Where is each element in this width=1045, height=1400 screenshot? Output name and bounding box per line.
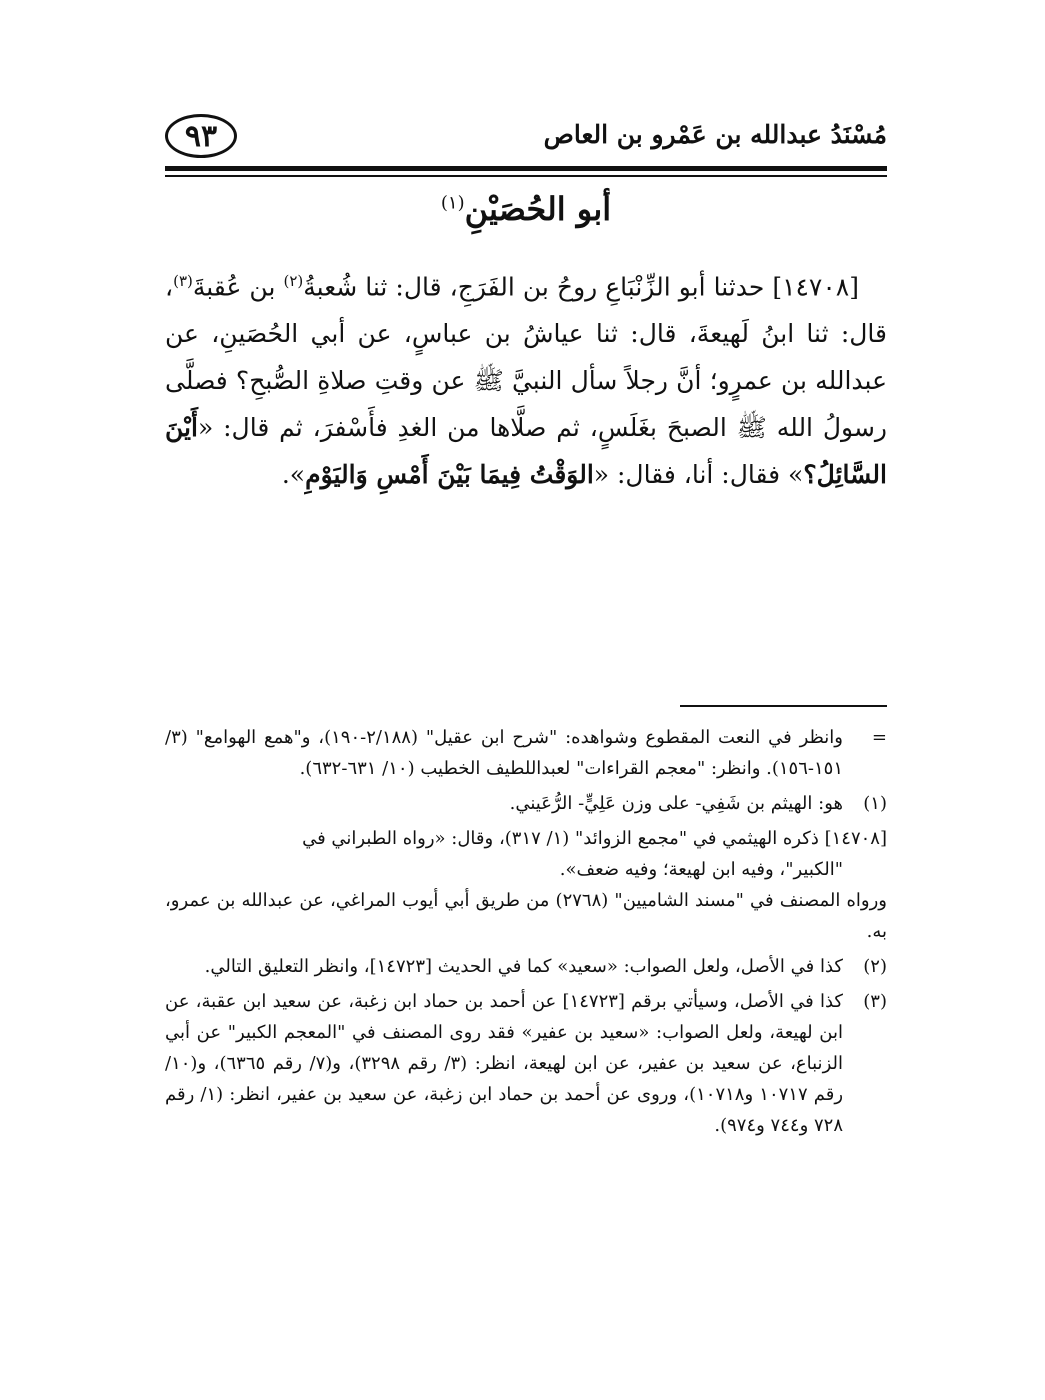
hadith-bold-2: الوَقْتُ فِيمَا بَيْنَ أَمْسِ وَاليَوْمِ [305,460,594,490]
footnotes [165,722,887,1145]
hadith-paragraph [165,258,887,498]
page-number: ٩٣ [165,114,237,158]
hadith-part-4: » فقال: أنا، فقال: « [593,460,804,490]
footnote-mark: (٣) [863,991,887,1012]
section-title-text: أبو الحُصَيْنِ [464,190,612,228]
footnote-2 [165,951,887,982]
takhrij-line-1: [١٤٧٠٨] ذكره الهيثمي في "مجمع الزوائد" (١/ ٣١٧)، وقال: «رواه الطبراني في [302,828,887,849]
note-ref-3: (٣) [173,272,193,290]
hadith-part-3: ، قال: ثنا ابنُ لَهيعةَ، قال: ثنا عياشُ بن عباسٍ، عن أبي الحُصَينِ، عن عبدالله بن عمرٍو؛ أنَّ رجلاً سأل النبيَّ ﷺ عن وقتِ صلاةِ الصُّبحِ؟ فصلَّى رسولُ الله ﷺ الصبحَ بغَلَسٍ، ثم صلَّاها من الغدِ فأَسْفرَ، ثم قال: « [165,272,887,443]
footnote-text: كذا في الأصل، وسيأتي برقم [١٤٧٢٣] عن أحمد بن حماد ابن زغبة، عن سعيد ابن عقبة، عن ابن لهيعة، ولعل الصواب: «سعيد بن عفير» فقد روى المصنف في "المعجم الكبير" عن أبي الزنباع، عن سعيد بن عفير، عن ابن لهيعة، انظر: (٣/ رقم ٣٢٩٨)، و(٧/ رقم ٦٣٦٥)، و(١٠/ رقم ١٠٧١٧ و١٠٧١٨)، وروى عن أحمد بن حماد ابن زغبة، عن سعيد بن عفير، انظر: (١/ رقم ٧٢٨ و٧٤٤ و٩٧٤). [165,991,844,1136]
footnote-separator [680,705,887,707]
hadith-part-5: ». [281,460,306,490]
hadith-part-2: بن عُقبةَ [192,272,284,302]
page-header [165,112,887,168]
hadith-part-1: [١٤٧٠٨] حدثنا أبو الزِّنْبَاعِ روحُ بن الفَرَجِ، قال: ثنا شُعبةُ [303,272,859,302]
header-rule-thin [165,175,887,177]
running-title: مُسْنَدُ عبدالله بن عَمْرو بن العاص [543,120,887,149]
footnote-1 [165,788,887,819]
section-title [165,190,887,228]
footnote-3 [165,986,887,1141]
header-rule-thick [165,166,887,171]
footnote-text: كذا في الأصل، ولعل الصواب: «سعيد» كما في الحديث [١٤٧٢٣]، وانظر التعليق التالي. [204,956,843,977]
footnote-continued [165,722,887,784]
takhrij-line-3: ورواه المصنف في "مسند الشاميين" (٢٧٦٨) من طريق أبي أيوب المراغي، عن عبدالله بن عمرو، به. [165,890,887,942]
takhrij-line-2: "الكبير"، وفيه ابن لهيعة؛ وفيه ضعف». [559,859,843,880]
hadith-text [165,258,887,498]
footnote-text: وانظر في النعت المقطوع وشواهده: "شرح ابن عقيل" (٢/١٨٨-١٩٠)، و"همع الهوامع" (٣/ ١٥١-١٥٦). وانظر: "معجم القراءات" لعبداللطيف الخطيب (١٠/ ٦٣١-٦٣٢). [165,727,843,779]
footnote-mark: = [871,727,887,748]
footnote-mark: (١) [863,793,887,814]
footnote-text: هو: الهيثم بن شَفِي- على وزن عَلِيٍّ- الرُّعَيني. [509,793,843,814]
note-ref-2: (٢) [283,272,304,290]
footnote-mark: (٢) [863,956,887,977]
hadith-bold-1: أَيْنَ السَّائِلُ؟ [165,413,887,490]
section-title-note: (١) [440,192,465,214]
